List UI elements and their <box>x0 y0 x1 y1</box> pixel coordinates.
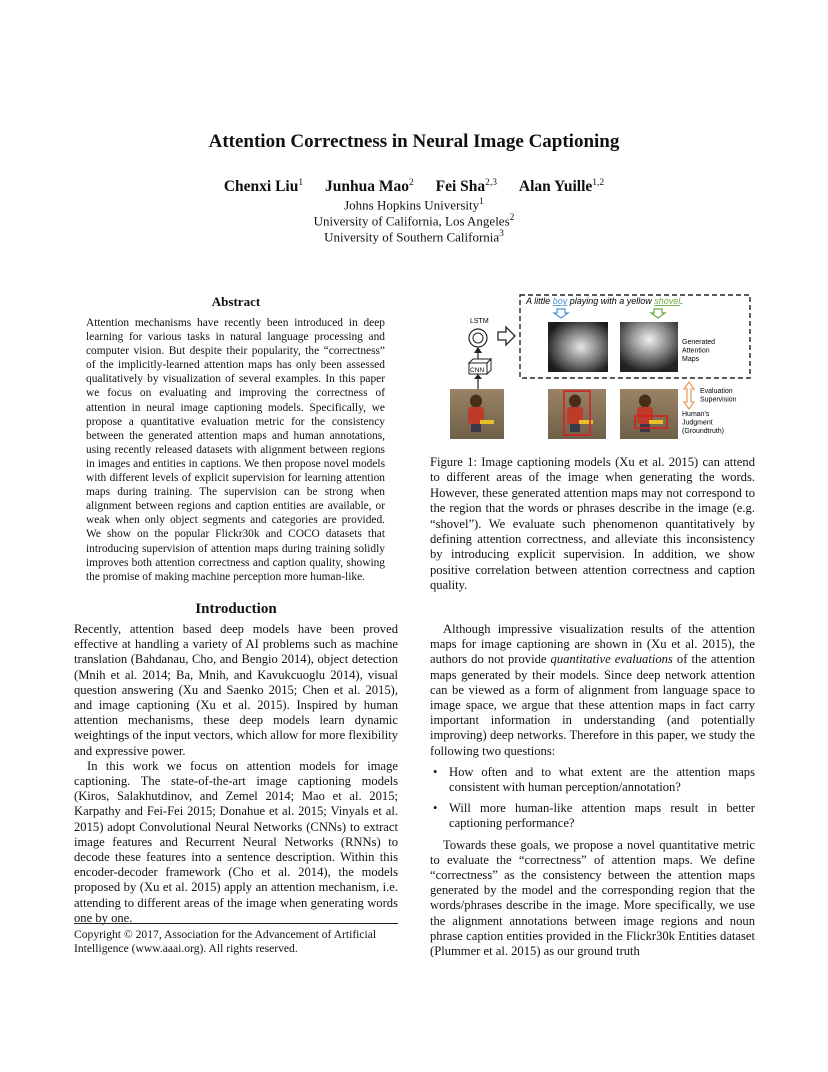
author-4: Alan Yuille$^{1,2}$ <box>518 178 605 196</box>
copyright-notice: Copyright © 2017, Association for the Advancement of Artificial Intelligence (www.aaai.org). All rights reserved. <box>74 923 398 956</box>
boy-arrow-icon <box>554 309 568 318</box>
figure-sentence: A little boy playing with a yellow shovel. <box>526 296 683 306</box>
intro-paragraph-2: In this work we focus on attention models for image captioning. The state-of-the-art image captioning models (Kiros, Salakhutdinov, and Zemel 2014; Mao et al. 2015; Karpathy and Fei-Fei 2015; Donahue et al. 2015; Vinyals et al. 2015) adopt Convolutional Neural Networks (CNNs) to extract image features and Recurrent Neural Networks (RNNs) to decode these features into a sentence description. Within this encoder-decoder framework (Cho et al. 2014), the models proposed by (Xu et al. 2015) apply an attention mechanism, i.e. attending to different areas of the image when generating words one by one. <box>74 758 398 925</box>
left-column-body <box>74 622 398 926</box>
ground-truth-shovel-image <box>620 389 678 439</box>
affiliation-2: University of California, Los Angeles$^2$ <box>313 213 515 229</box>
author-1: Chenxi Liu$^1$ <box>223 178 304 196</box>
right-arrow-icon <box>498 327 515 345</box>
ground-truth-boy-image <box>548 389 606 439</box>
word-boy: boy <box>552 296 568 306</box>
human-judgment-label: Human's Judgment (Groundtruth) <box>682 411 725 435</box>
research-questions-list <box>430 765 755 832</box>
abstract-text: Attention mechanisms have recently been introduced in deep learning for various tasks in natural language processing and computer vision. But despite their popularity, the “correctness” of the implicitly-learned attention maps has only been assessed qualitatively by visualization of several examples. In this paper we focus on evaluating and improving the correctness of attention in neural image captioning models. Specifically, we propose a quantitative evaluation metric for the consistency between the generated attention maps and human annotations, using recently released datasets with alignment between regions in images and entities in captions. We then propose novel models with different levels of explicit supervision for learning attention maps during training. The supervision can be strong when alignment between regions and caption entities are available, or weak when only object segments and categories are provided. We show on the popular Flickr30k and COCO datasets that introducing supervision of attention maps during training solidly improves both attention correctness and caption quality, showing the promise of making machine perception more human-like. <box>86 317 385 583</box>
affiliation-1: Johns Hopkins University$^1$ <box>344 197 484 213</box>
evaluation-label: Evaluation Supervision <box>700 388 737 404</box>
attention-map-shovel <box>620 322 678 372</box>
lstm-icon <box>469 329 487 347</box>
figure-1 <box>430 290 755 442</box>
list-item: • Will more human-like attention maps result in better captioning performance? <box>433 801 755 831</box>
input-image <box>450 389 504 439</box>
abstract-heading: Abstract <box>211 294 261 309</box>
intro-paragraph-1: Recently, attention based deep models have been proved effective at handling a variety of AI problems such as machine translation (Bahdanau, Cho, and Bengio 2014), object detection (Mnih et al. 2014; Ba, Mnih, and Kavukcuoglu 2014), visual question answering (Xu and Saenko 2015; Chen et al. 2015), and image captioning (Xu et al. 2015). Inspired by human attention mechanisms, these deep models learn dynamic weightings of the input vectors, which allow for more flexibility and expressive power. <box>74 622 398 758</box>
evaluation-arrow-icon <box>684 382 694 409</box>
lstm-label: LSTM <box>470 318 489 325</box>
cnn-label: CNN <box>470 367 485 374</box>
right-paragraph-2: Towards these goals, we propose a novel quantitative metric to evaluate the “correctness” of attention maps. We define “correctness” as the consistency between the attention maps generated by the model and the corresponding region that the words/phrases describe in the image. More specifically, we use the alignment annotations between image regions and noun phrase caption entities provided in the Flickr30k Entities dataset (Plummer et al. 2015) as our ground truth <box>430 837 755 959</box>
list-item: • How often and to what extent are the attention maps consistent with human perception/annotation? <box>433 764 755 795</box>
figure-1-graphic <box>430 290 755 442</box>
paper-title: Attention Correctness in Neural Image Captioning <box>208 131 620 152</box>
generated-label: Generated Attention Maps <box>682 339 716 363</box>
author-2: Junhua Mao$^2$ <box>324 178 414 196</box>
right-column-body <box>430 622 755 959</box>
introduction-heading: Introduction <box>195 601 277 617</box>
affiliation-3: University of Southern California$^3$ <box>324 229 504 245</box>
author-list <box>0 178 828 196</box>
right-paragraph-1: Although impressive visualization results of the attention maps for image captioning are shown in (Xu et al. 2015), the authors do not provide quantitative evaluations of the attention maps generated by their models. Since deep network attention can be viewed as a form of alignment from language space to image space, we argue that these attention maps in fact carry important information in understanding (and potentially improving) deep networks. Therefore in this paper, we study the following two questions: <box>430 622 755 758</box>
figure-1-caption: Figure 1: Image captioning models (Xu et al. 2015) can attend to different areas of the image when generating the words. However, these generated attention maps may not correspond to the region that the words or phrases describe in the image (e.g. “shovel”). We evaluate such phenomenon quantitatively by defining attention correctness, and alleviate this inconsistency by introducing explicit supervision. In addition, we show positive correlation between attention correctness and caption quality. <box>430 455 755 593</box>
attention-map-boy <box>548 322 608 372</box>
shovel-arrow-icon <box>651 309 665 318</box>
author-3: Fei Sha$^{2,3}$ <box>435 178 498 196</box>
word-shovel: shovel <box>654 296 681 306</box>
